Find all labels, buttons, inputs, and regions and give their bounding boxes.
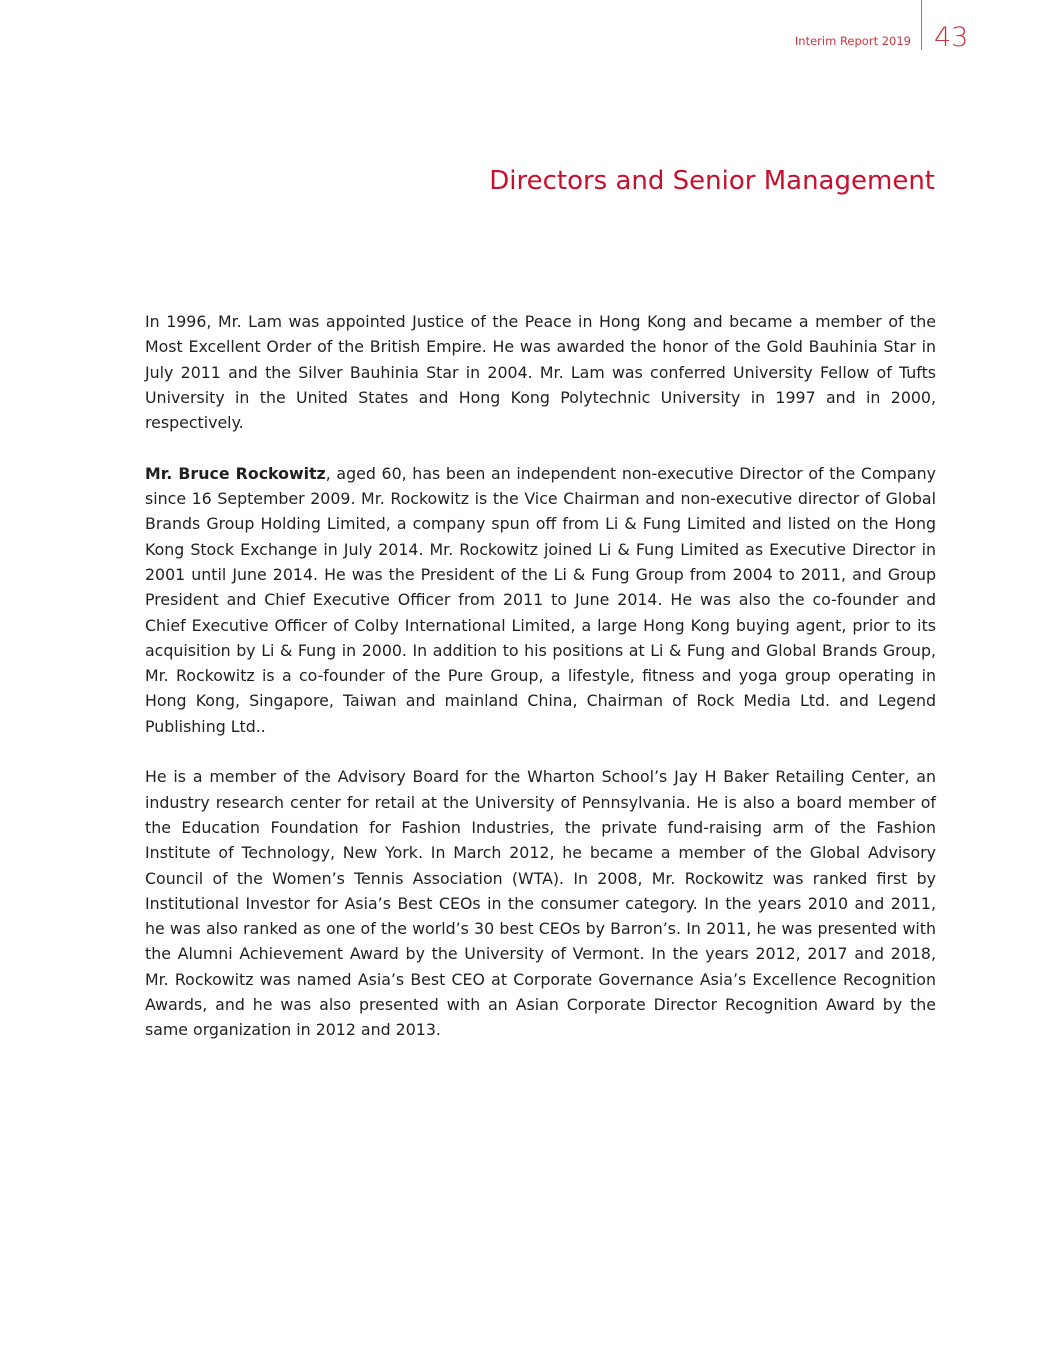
report-name: Interim Report 2019 [794,34,911,48]
page-title: Directors and Senior Management [489,166,935,196]
paragraph: He is a member of the Advisory Board for the Wharton School’s Jay H Baker Retailing Center, an industry research center for retail at the University of Pennsylvania. He is also a board member of the Education Foundation for Fashion Industries, the private fund-raising arm of the Fashion Institute of Technology, New York. In March 2012, he became a member of the Global Advisory Council of the Women’s Tennis Association (WTA). In 2008, Mr. Rockowitz was ranked first by Institutional Investor for Asia’s Best CEOs in the consumer category. In the years 2010 and 2011, he was also ranked as one of the world’s 30 best CEOs by Barron’s. In 2011, he was presented with the Alumni Achievement Award by the University of Vermont. In the years 2012, 2017 and 2018, Mr. Rockowitz was named Asia’s Best CEO at Corporate Governance Asia’s Excellence Recognition Awards, and he was also presented with an Asian Corporate Director Recognition Award by the same organization in 2012 and 2013. [145,767,936,1040]
director-name: Mr. Bruce Rockowitz [145,463,326,483]
body-text [145,309,936,1068]
paragraph: In 1996, Mr. Lam was appointed Justice of the Peace in Hong Kong and became a member of the Most Excellent Order of the British Empire. He was awarded the honor of the Gold Bauhinia Star in July 2011 and the Silver Bauhinia Star in 2004. Mr. Lam was conferred University Fellow of Tufts University in the United States and Hong Kong Polytechnic University in 1997 and in 2000, respectively. [145,312,936,433]
paragraph [145,461,936,739]
header-divider [921,0,922,50]
page-number: 43 [934,22,969,53]
paragraph-text: , aged 60, has been an independent non-executive Director of the Company since 16 September 2009. Mr. Rockowitz is the Vice Chairman and non-executive director of Global Brands Group Holding Limited, a company spun off from Li & Fung Limited and listed on the Hong Kong Stock Exchange in July 2014. Mr. Rockowitz joined Li & Fung Limited as Executive Director in 2001 until June 2014. He was the President of the Li & Fung Group from 2004 to 2011, and Group President and Chief Executive Officer from 2011 to June 2014. He was also the co-founder and Chief Executive Officer of Colby International Limited, a large Hong Kong buying agent, prior to its acquisition by Li & Fung in 2000. In addition to his positions at Li & Fung and Global Brands Group, Mr. Rockowitz is a co-founder of the Pure Group, a lifestyle, fitness and yoga group operating in Hong Kong, Singapore, Taiwan and mainland China, Chairman of Rock Media Ltd. and Legend Publishing Ltd.. [145,463,936,736]
